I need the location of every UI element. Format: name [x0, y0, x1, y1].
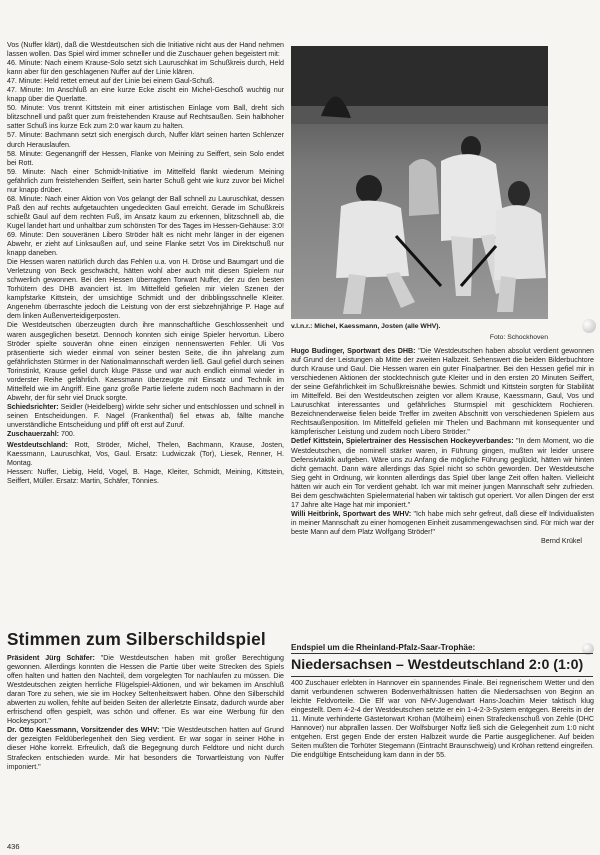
minute-entry: 50. Minute: Vos trennt Kittstein mit einer artistischen Einlage vom Ball, dreht sich blitzschnell und paßt quer zum freistehenden Krause auf Rechtsaußen. Sein halbhoher satter Schuß ins kurze Eck zum 2:0 war kaum zu halten.	[7, 104, 284, 131]
voice-speaker: Willi Heitbrink, Sportwart des WHV:	[291, 509, 412, 518]
right-column	[291, 347, 594, 546]
match-title: Niedersachsen – Westdeutschland 2:0 (1:0)	[291, 657, 584, 673]
voice-speaker: Detlef Kittstein, Spielertrainer des Hessischen Hockeyverbandes:	[291, 437, 514, 446]
minute-entry: 47. Minute: Held rettet erneut auf der Linie bei einem Gaul-Schuß.	[7, 77, 215, 86]
lineup-text: Rott, Ströder, Michel, Thelen, Bachmann, Krause, Josten, Kaessmann, Lauruschkat, Vos, Gaul. Ersatz: Ludwiczak (Tor), Liesek, Renner, H. Montag.	[7, 441, 284, 468]
voice-speaker: Präsident Jürg Schäfer:	[7, 654, 95, 662]
report-paragraph: Die Hessen waren natürlich durch das Fehlen u.a. von H. Dröse und Baumgart und die Verletzung von Beck geschwächt, hätten wohl aber auch mit diesen Spielern nur schwerlich gewonnen. Bei den Hessen überragten Torwart Nuffer, der zu den besten Torhütern des DHB avanciert ist. Im Mittelfeld gefielen mir vielen Szenen der kampfstarke Kittstein, der umsichtige Schmidt und der dribblingsschnelle Kleiter. Angenehm überraschte jedoch die Leistung von der erst siebzehnjährige P. Hage auf dem linken Außenverteidigerposten.	[7, 258, 284, 321]
left-column	[7, 41, 284, 486]
referee-text: Seidler (Heidelberg) wirkte sehr sicher und entschlossen und schnell in seinen Entscheidungen. F. Nagel (Frankenthal) fiel etwas ab, fällte manche unverständliche Entscheidung und pfiff oft erst auf Zuruf.	[7, 402, 284, 429]
lineup-west	[7, 441, 284, 468]
divider	[291, 653, 593, 654]
photo-caption: v.l.n.r.: Michel, Kaessmann, Josten (alle WHV).	[291, 323, 441, 330]
attendance-paragraph	[7, 430, 284, 439]
minute-entry: 68. Minute: Nach einer Aktion von Vos gelangt der Ball schnell zu Lauruschkat, dessen Paß den auf rechts aufgetauchten ungedeckten Gaul erreicht. Gerade im Schußkreis schießt Gaul auf dem rechten Fuß, im Ansatz kaum zu erkennen, blitzschnell ab, die Kugel landet hart und unhaltbar zum schönsten Tor des Tages im Hessen-Gehäuse: 3:0!	[7, 194, 284, 230]
minute-entry: 58. Minute: Gegenangriff der Hessen, Flanke von Meining zu Seiffert, sein Solo endet bei Rott.	[7, 149, 284, 167]
voice-text: "Die Westdeutschen hatten auf Grund der gezeigten Feldüberlegenheit den Sieg verdient. Er war sogar in seiner Höhe in dieser Höhe korrekt. Erfreulich, daß die Begegnung durch Feldtore und nicht durch Strafecken entschieden wurde. Mir hat besonders die Torwartleistung von Nuffer imponiert."	[7, 726, 284, 771]
report-paragraph: Die Westdeutschen überzeugten durch ihre mannschaftliche Geschlossenheit und waren ausgeglichen besetzt. Dennoch konnten sich einige Spieler hervortun. Libero Ströder spielte souverän ohne einen einzigen nennenswerten Fehler. Uli Vos präsentierte sich wieder einmal von seiner besten Seite, die ihn jahrelang zum gefährlichsten Stürmer in der Nationalmannschaft werden ließ. Gaul gefiel durch seinen Torinstinkt, Krause gefiel durch kluge Pässe und war auch endlich einmal wieder in vorderster Reihe gefährlich. Kaessmann überzeugte mit Einsatz und Technik im Mittelfeld wie im Angriff. Eine ganz große Partie lieferte zudem noch Bachmann in der Abwehr, der für sehr viel Druck sorgte.	[7, 321, 284, 402]
voice-speaker: Dr. Otto Kaessmann, Vorsitzender des WHV:	[7, 726, 160, 735]
hockey-photo	[291, 46, 548, 319]
voice-quote	[7, 654, 284, 726]
match-report: 400 Zuschauer erlebten in Hannover ein spannendes Finale. Bei regnerischem Wetter und den damit verbundenen schweren Bodenverhältnissen hatten die Niedersachsen von Beginn an leichte Feldvorteile. Die Elf war von NHV-Jugendwart Hans-Joachim Meier taktisch klug eingestellt. Dem 4-2-4 der Westdeutschen setzte er ein 1-4-2-3-System entgegen. Bereits in der 11. Minute verhinderte Gästetorwart Kröhan (Mülheim) einen Strafeckenschuß von Zehle (DHC Hannover) nur abprallen lassen. Der Wolfsburger Noffz ließ sich die Gelegenheit zum 1:0 nicht entgehen. Erst gegen Ende der ersten Halbzeit wurde die Partie ausgeglichener. Auf beiden Seiten mußten die Torhüter Stegemann (Eintracht Braunschweig) und Kröhan rettend eingreifen. Die endgültige Entscheidung kam dann in der 55.	[291, 679, 594, 760]
lineup-hessen	[7, 468, 284, 486]
author-signature: Bernd Krükel	[540, 536, 582, 545]
voice-quote	[7, 726, 284, 771]
referee-label: Schiedsrichter:	[7, 402, 59, 411]
voice-text: "Die Westdeutschen haben absolut verdient gewonnen auf Grund der Leistungen ab Mitte der zweiten Halbzeit. Sehenswert die beiden Bilderbuchtore durch Krause und Gaul. Die Hessen waren ein guter Finalpartner. Bei den Hessen gefiel mir in verschiedenen Aktionen der stocktechnisch gute Kleiter und in den ersten 20 Minuten Seiffert, der seine Gefährlichkeit im Schußkreisnähe bewies. Schmidt und Kittstein sorgten für Stabilität im Mittelfeld. Bei den Westdeutschen zeigten vor allem Krause, Kaessmann, Gaul, Vos und Lauruschkat interessantes und gefährliches Sturmspiel mit geschicktem Rochieren. Bezeichnenderweise fielen beide Treffer im zweiten Abschnitt von verschiedenen Spielern aus Rechtsaußenposition. Im Mittelfeld gefielen mir Thelen und Bachmann mit konsequenter und kämpferischer Leistung und zudem noch Libero Ströder."	[291, 347, 594, 437]
section-heading: Stimmen zum Silberschildspiel	[7, 629, 266, 649]
voice-quote	[291, 437, 594, 509]
voice-speaker: Hugo Budinger, Sportwart des DHB:	[291, 347, 416, 355]
voice-text: "Ich habe mich sehr gefreut, daß diese elf Individualisten in meiner Mannschaft zu einer homogenen Einheit zusammengewachsen sind. Für mich war der beste Mann auf dem Platz Wolfgang Ströder!"	[291, 509, 594, 536]
referee-paragraph	[7, 403, 284, 430]
voices-left	[7, 654, 284, 772]
scroll-knob-icon[interactable]	[582, 319, 596, 333]
trophy-line: Endspiel um die Rheinland-Pfalz-Saar-Trophäe:	[291, 643, 476, 652]
voice-text: "Die Westdeutschen haben mit großer Berechtigung gewonnen. Allerdings konnten die Hessen die Partie über weite Strecken des Spiels offen halten und hatten den Nachteil, dem vorgelegten Tor nachlaufen zu müssen. Die Westdeutschen zeigten herrliche Flügelspiel-Aktionen, und wir bekamen im Anschluß daran Tore zu sehen, wie sie im Hockey Seltenheitswert haben. Ohne den Silberschild abwerten zu wollen, fehlte auf beiden Seiten der allerletzte Einsatz, dadurch wurde aber erfrischend offen gespielt, was schön und offener. Es war eine Werbung für den Hockeysport."	[7, 654, 284, 726]
divider	[291, 676, 593, 677]
match-report-column	[291, 679, 594, 760]
minute-entry: 59. Minute: Nach einer Schmidt-Initiative im Mittelfeld flankt wiederum Meining gefährlich zum freistehenden Seiffert, sein harter Schuß geht wie kurz zuvor bei Michel nur knapp drüber.	[7, 167, 284, 194]
photo-credit: Foto: Schockhoven	[489, 334, 548, 341]
minute-entry: 46. Minute: Nach einem Krause-Solo setzt sich Lauruschkat im Schußkreis durch, Held kann aber für den geschlagenen Nuffer auf der Linie klären.	[7, 59, 284, 77]
voice-quote	[291, 347, 594, 437]
lineup-text: Hessen: Nuffer, Liebig, Held, Vogel, B. Hage, Kleiter, Schmidt, Meining, Kittstein, Seiffert, Müller. Ersatz: Martin, Schäfer, Tönnies.	[7, 468, 284, 486]
report-paragraph: Vos (Nuffer klärt), daß die Westdeutschen sich die Initiative nicht aus der Hand nehmen lassen wollen. Das Spiel wird immer schneller und die Zuschauer gehen begeistert mit:	[7, 41, 284, 59]
minute-entry: 47. Minute: Im Anschluß an eine kurze Ecke zischt ein Michel-Geschoß wuchtig nur knapp über die Querlatte.	[7, 86, 284, 104]
voice-text: "In dem Moment, wo die Westdeutschen, die nominell stärker waren, in Führung gingen, mußten wir leider unsere Defensivtaktik aufgeben. Wäre uns zu Anfang die mögliche Führung geglückt, hätten wir hinten dicht gemacht. Dann wäre allerdings das Spiel nicht so schön geworden. Der Westdeutsche Sieg geht in Ordnung, wir konnten allerdings das Spiel über lange Zeit offen halten. Vielleicht hätten wir auch ein Tor verdient gehabt. Ich war mit meiner jungen Mannschaft sehr zufrieden. Bei dem geschwächten Spielermaterial haben wir taktisch gut operiert. Vor allen Dingen der erst 17 Jahre alte Hage hat mir imponiert."	[291, 437, 595, 509]
attendance-text: 700.	[59, 430, 75, 439]
page-number: 436	[7, 842, 20, 851]
minute-entry: 57. Minute: Bachmann setzt sich energisch durch, Nuffer klärt seinen harten Schlenzer durch Herauslaufen.	[7, 131, 284, 149]
voice-quote	[291, 510, 594, 537]
minute-entry: 69. Minute: Den souveränen Libero Ströder hält es nicht mehr länger in der eigenen Abwehr, er zieht auf Linksaußen auf, und seine Flanke setzt Vos im Direktschuß nur knapp daneben.	[7, 230, 284, 258]
lineup-label: Westdeutschland:	[7, 441, 68, 450]
attendance-label: Zuschauerzahl:	[7, 430, 60, 439]
